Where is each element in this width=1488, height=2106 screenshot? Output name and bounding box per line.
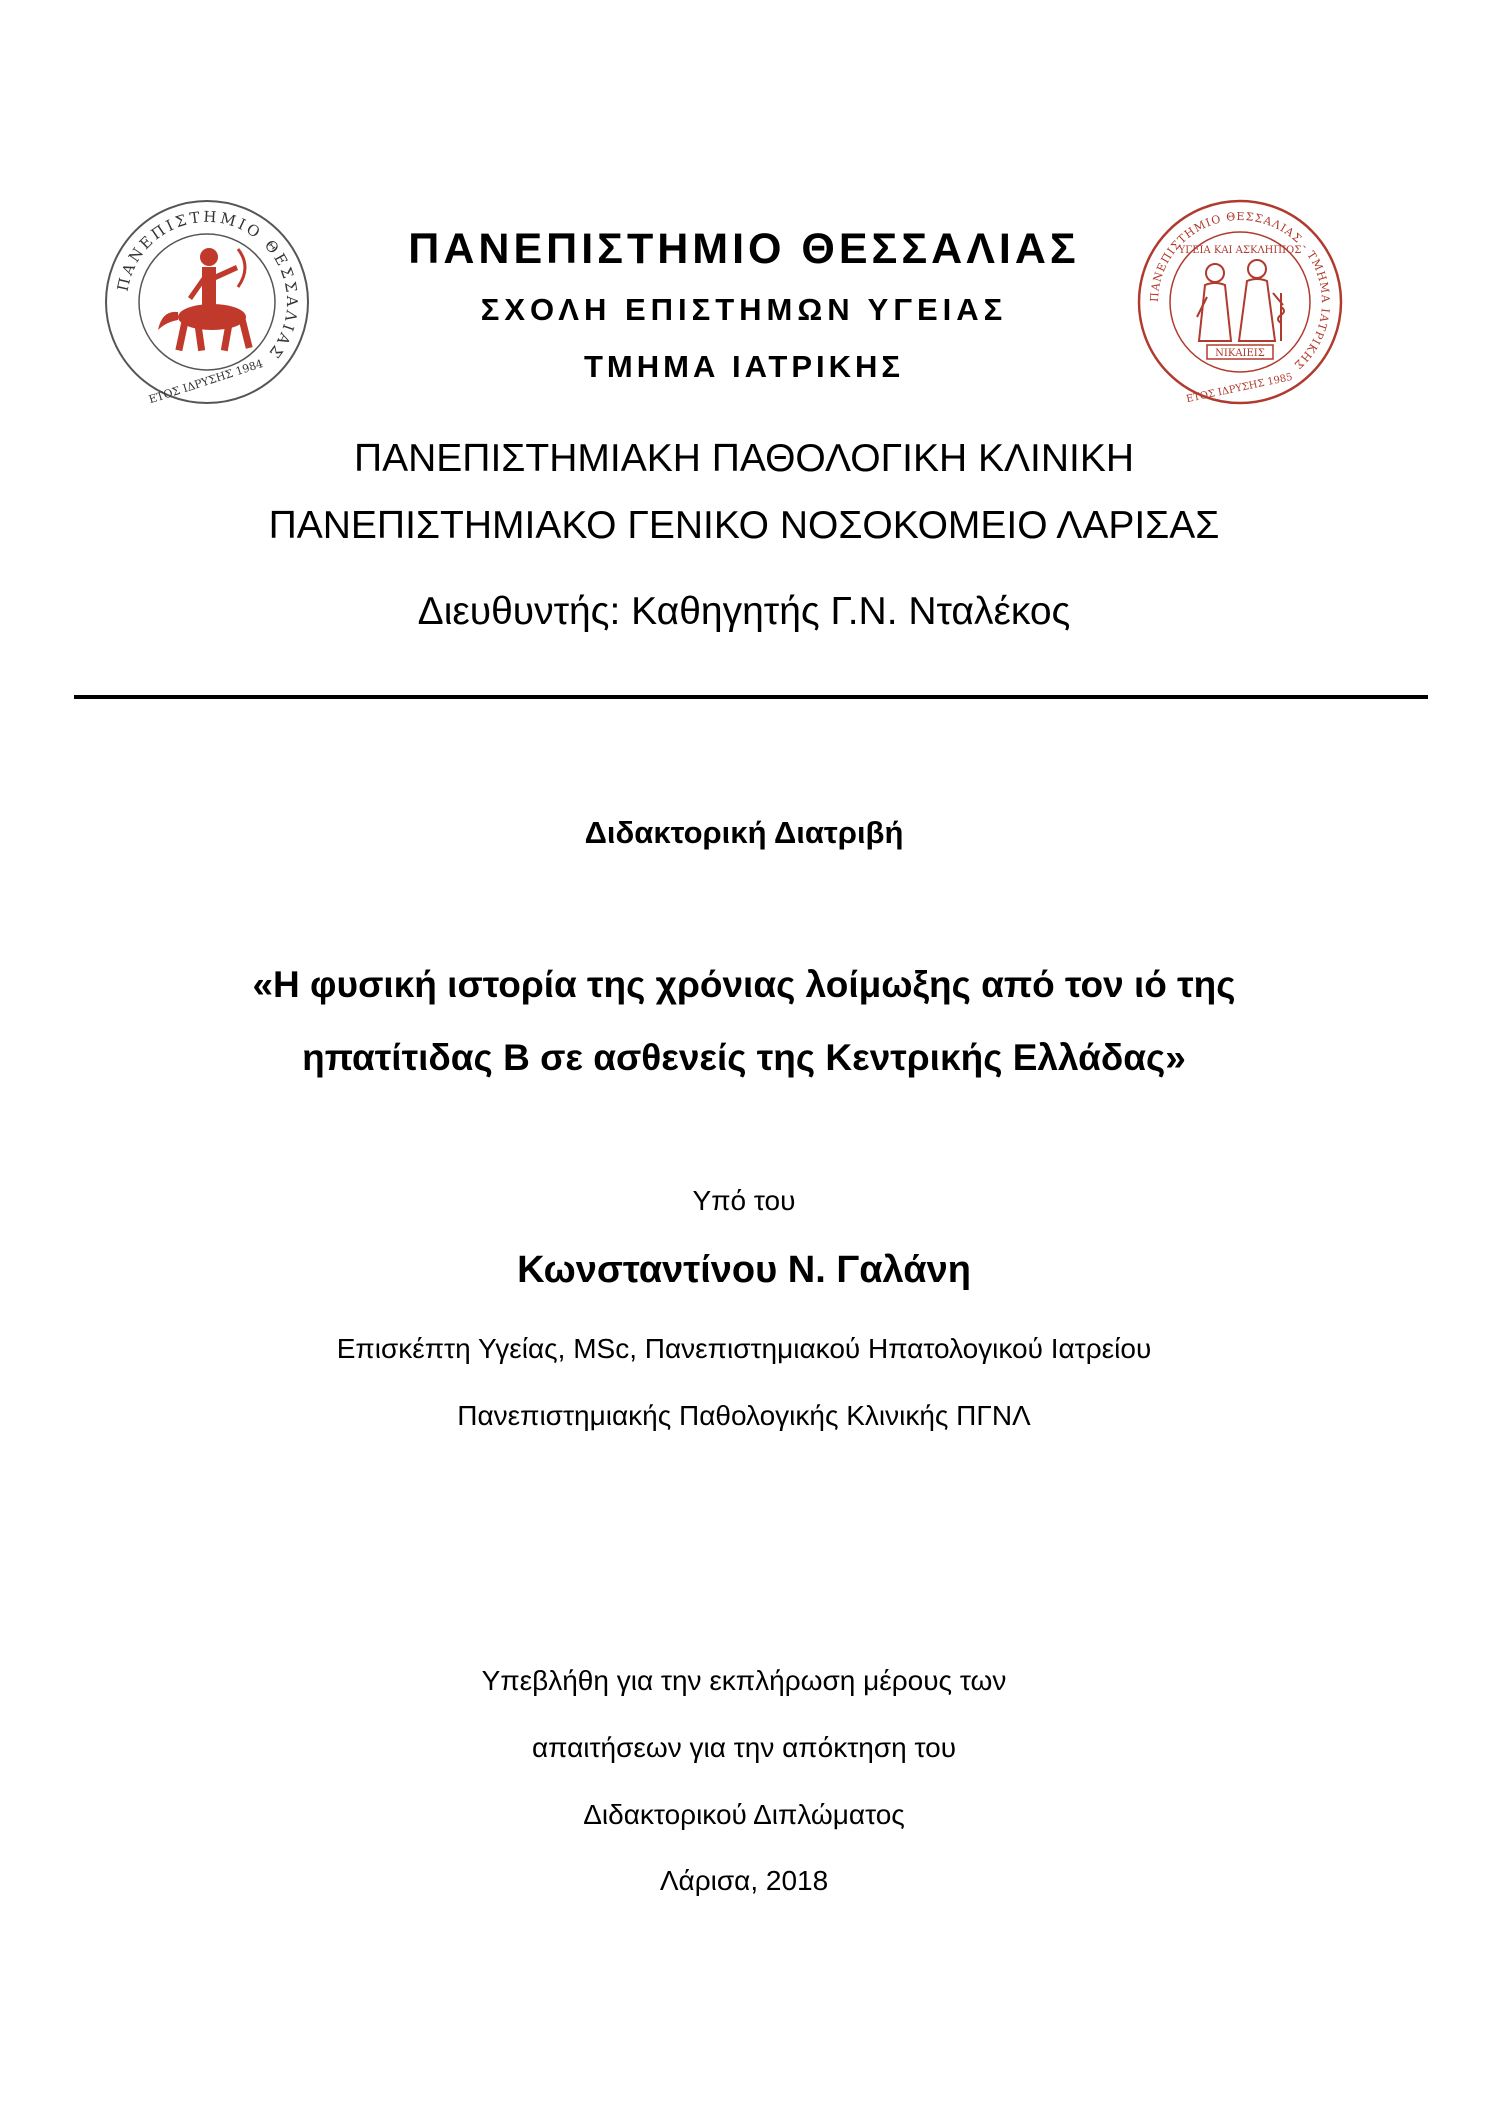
svg-text:ΕΤΟΣ ΙΔΡΥΣΗΣ 1984: ΕΤΟΣ ΙΔΡΥΣΗΣ 1984 <box>147 357 265 407</box>
author-name: Κωνσταντίνου Ν. Γαλάνη <box>517 1249 971 1291</box>
submission-line-1: Υπεβλήθη για την εκπλήρωση μέρους των <box>481 1665 1007 1696</box>
svg-text:ΥΓΕΙΑ ΚΑΙ ΑΣΚΛΗΠΙΟΣ: ΥΓΕΙΑ ΚΑΙ ΑΣΚΛΗΠΙΟΣ <box>1178 245 1302 256</box>
by-label: Υπό του <box>692 1185 796 1216</box>
thesis-title-line-1: «Η φυσική ιστορία της χρόνιας λοίμωξης από τον ιό της <box>252 964 1236 1005</box>
svg-text:ΕΤΟΣ ΙΔΡΥΣΗΣ 1985: ΕΤΟΣ ΙΔΡΥΣΗΣ 1985 <box>1185 371 1294 406</box>
thesis-title-line-2: ηπατίτιδας Β σε ασθενείς της Κεντρικής Ελλάδας» <box>302 1037 1186 1078</box>
horizontal-divider <box>74 695 1428 699</box>
svg-text:ΠΑΝΕΠΙΣΤΗΜΙΟ ΘΕΣΣΑΛΙΑΣ: ΠΑΝΕΠΙΣΤΗΜΙΟ ΘΕΣΣΑΛΙΑΣ <box>113 207 302 364</box>
submission-line-2: απαιτήσεων για την απόκτηση του <box>531 1732 957 1763</box>
department-name: ΤΜΗΜΑ ΙΑΤΡΙΚΗΣ <box>584 349 904 384</box>
author-affiliation-line-2: Πανεπιστημιακής Παθολογικής Κλινικής ΠΓΝΛ <box>457 1400 1031 1431</box>
submission-line-3: Διδακτορικού Διπλώματος <box>583 1799 905 1830</box>
author-affiliation-line-1: Επισκέπτη Υγείας, MSc, Πανεπιστημιακού Ηπατολογικού Ιατρείου <box>336 1333 1152 1364</box>
svg-text:ΝΙΚΑΙΕΙΣ: ΝΙΚΑΙΕΙΣ <box>1215 348 1265 359</box>
director-line: Διευθυντής: Καθηγητής Γ.Ν. Νταλέκος <box>417 590 1071 633</box>
university-name: ΠΑΝΕΠΙΣΤΗΜΙΟ ΘΕΣΣΑΛΙΑΣ <box>408 225 1080 273</box>
clinic-name: ΠΑΝΕΠΙΣΤΗΜΙΑΚΗ ΠΑΘΟΛΟΓΙΚΗ ΚΛΙΝΙΚΗ <box>353 437 1135 480</box>
place-and-date: Λάρισα, 2018 <box>659 1865 829 1896</box>
school-name: ΣΧΟΛΗ ΕΠΙΣΤΗΜΩΝ ΥΓΕΙΑΣ <box>480 292 1008 327</box>
svg-text:ΠΑΝΕΠΙΣΤΗΜΙΟ ΘΕΣΣΑΛΙΑΣ - ΤΜΗΜΑ: ΠΑΝΕΠΙΣΤΗΜΙΟ ΘΕΣΣΑΛΙΑΣ - ΤΜΗΜΑ ΙΑΤΡΙΚΗΣ <box>1147 209 1333 372</box>
document-type: Διδακτορική Διατριβή <box>584 815 904 850</box>
hospital-name: ΠΑΝΕΠΙΣΤΗΜΙΑΚΟ ΓΕΝΙΚΟ ΝΟΣΟΚΟΜΕΙΟ ΛΑΡΙΣΑΣ <box>268 504 1220 547</box>
